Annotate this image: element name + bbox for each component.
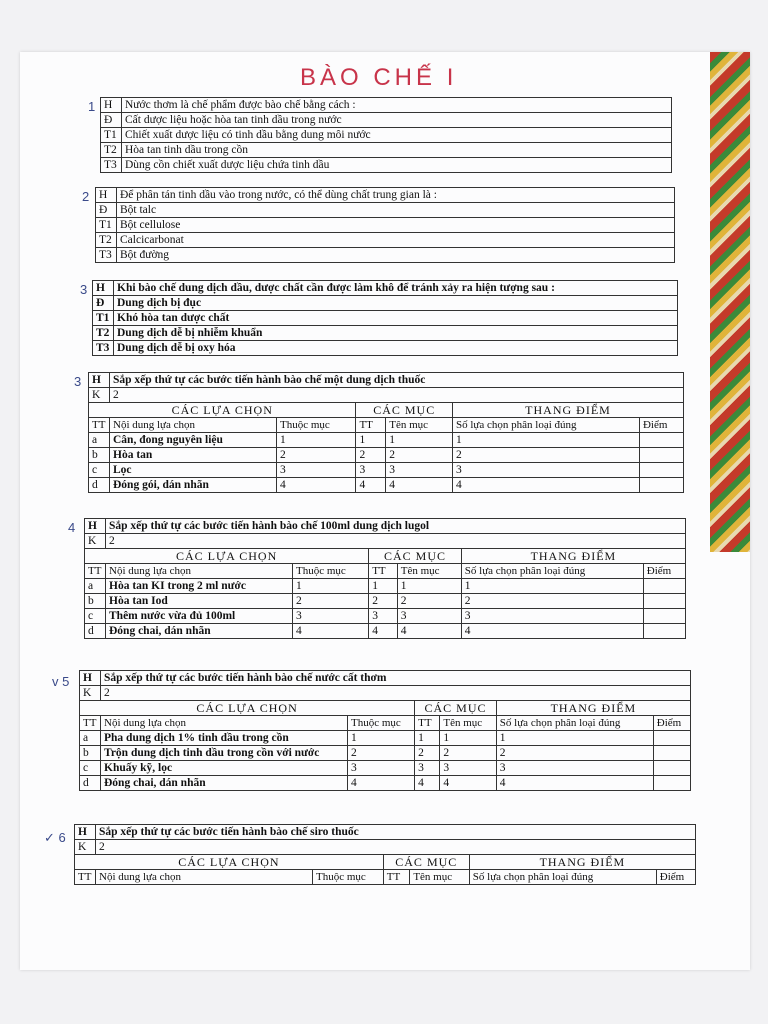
code-cell: T2 bbox=[101, 143, 122, 158]
question-number: 1 bbox=[88, 99, 96, 114]
tt-cell: d bbox=[89, 478, 110, 493]
score-cell bbox=[643, 609, 685, 624]
prompt-cell: Sắp xếp thứ tự các bước tiến hành bào chế 100ml dung dịch lugol bbox=[106, 519, 686, 534]
item-name-header: Tên mục bbox=[440, 716, 496, 731]
content-header: Nội dung lựa chọn bbox=[96, 870, 313, 885]
score-header: Điểm bbox=[639, 418, 683, 433]
content-cell: Đóng chai, dán nhãn bbox=[106, 624, 293, 639]
item-name-cell: 3 bbox=[440, 761, 496, 776]
code-cell: H bbox=[75, 825, 96, 840]
question-number: ✓ 6 bbox=[44, 830, 66, 845]
code-cell: K bbox=[75, 840, 96, 855]
tt-cell: 1 bbox=[356, 433, 386, 448]
belongs-header: Thuộc mục bbox=[313, 870, 384, 885]
background-mat bbox=[710, 52, 750, 552]
tt-cell: 2 bbox=[369, 594, 398, 609]
correct-header: Số lựa chọn phân loại đúng bbox=[496, 716, 653, 731]
code-cell: T1 bbox=[93, 311, 114, 326]
tt-cell: c bbox=[85, 609, 106, 624]
scale-header: THANG ĐIỂM bbox=[496, 701, 690, 716]
correct-header: Số lựa chọn phân loại đúng bbox=[469, 870, 656, 885]
choices-header: CÁC LỰA CHỌN bbox=[85, 549, 369, 564]
content-header: Nội dung lựa chọn bbox=[101, 716, 348, 731]
score-cell bbox=[639, 463, 683, 478]
correct-cell: 4 bbox=[452, 478, 639, 493]
items-header: CÁC MỤC bbox=[383, 855, 469, 870]
correct-cell: 4 bbox=[461, 624, 643, 639]
score-header: Điểm bbox=[653, 716, 690, 731]
content-cell: Lọc bbox=[110, 463, 277, 478]
belongs-cell: 3 bbox=[348, 761, 415, 776]
tt-cell: 3 bbox=[415, 761, 440, 776]
tt-cell: c bbox=[80, 761, 101, 776]
prompt-cell: Sắp xếp thứ tự các bước tiến hành bào chế siro thuốc bbox=[96, 825, 696, 840]
k-value-cell: 2 bbox=[106, 534, 686, 549]
text-cell: Dung dịch dễ bị oxy hóa bbox=[114, 341, 678, 356]
content-cell: Hòa tan bbox=[110, 448, 277, 463]
item-name-cell: 3 bbox=[386, 463, 453, 478]
tt-cell: 3 bbox=[356, 463, 386, 478]
question-4-table bbox=[88, 372, 684, 493]
score-cell bbox=[639, 448, 683, 463]
code-cell: T3 bbox=[93, 341, 114, 356]
k-value-cell: 2 bbox=[101, 686, 691, 701]
question-number: 4 bbox=[68, 520, 76, 535]
tt-header: TT bbox=[75, 870, 96, 885]
items-header: CÁC MỤC bbox=[415, 701, 497, 716]
prompt-cell: Sắp xếp thứ tự các bước tiến hành bào chế một dung dịch thuốc bbox=[110, 373, 684, 388]
score-cell bbox=[639, 433, 683, 448]
tt-cell: 1 bbox=[369, 579, 398, 594]
text-cell: Dùng cồn chiết xuất dược liệu chứa tinh dầu bbox=[122, 158, 672, 173]
text-cell: Calcicarbonat bbox=[117, 233, 675, 248]
text-cell: Hòa tan tinh dầu trong cồn bbox=[122, 143, 672, 158]
tt-cell: d bbox=[85, 624, 106, 639]
question-1-table bbox=[100, 97, 672, 173]
k-value-cell: 2 bbox=[110, 388, 684, 403]
code-cell: H bbox=[96, 188, 117, 203]
item-name-cell: 1 bbox=[386, 433, 453, 448]
tt-header: TT bbox=[356, 418, 386, 433]
tt-header: TT bbox=[369, 564, 398, 579]
tt-header: TT bbox=[89, 418, 110, 433]
correct-cell: 3 bbox=[496, 761, 653, 776]
score-cell bbox=[653, 731, 690, 746]
belongs-cell: 1 bbox=[348, 731, 415, 746]
content-cell: Đóng gói, dán nhãn bbox=[110, 478, 277, 493]
text-cell: Dung dịch dễ bị nhiễm khuẩn bbox=[114, 326, 678, 341]
tt-cell: a bbox=[89, 433, 110, 448]
item-name-cell: 4 bbox=[386, 478, 453, 493]
code-cell: T1 bbox=[101, 128, 122, 143]
scale-header: THANG ĐIỂM bbox=[452, 403, 683, 418]
tt-cell: a bbox=[80, 731, 101, 746]
content-cell: Hòa tan Iod bbox=[106, 594, 293, 609]
tt-cell: a bbox=[85, 579, 106, 594]
score-cell bbox=[639, 478, 683, 493]
content-cell: Khuấy kỹ, lọc bbox=[101, 761, 348, 776]
code-cell: T2 bbox=[93, 326, 114, 341]
correct-cell: 4 bbox=[496, 776, 653, 791]
code-cell: T3 bbox=[101, 158, 122, 173]
correct-cell: 2 bbox=[496, 746, 653, 761]
k-value-cell: 2 bbox=[96, 840, 696, 855]
belongs-cell: 3 bbox=[293, 609, 369, 624]
belongs-cell: 2 bbox=[277, 448, 356, 463]
choices-header: CÁC LỰA CHỌN bbox=[75, 855, 384, 870]
belongs-cell: 4 bbox=[293, 624, 369, 639]
code-cell: H bbox=[89, 373, 110, 388]
item-name-cell: 2 bbox=[440, 746, 496, 761]
text-cell: Dung dịch bị đục bbox=[114, 296, 678, 311]
tt-cell: 2 bbox=[356, 448, 386, 463]
tt-cell: 4 bbox=[356, 478, 386, 493]
correct-cell: 3 bbox=[461, 609, 643, 624]
tt-cell: c bbox=[89, 463, 110, 478]
tt-cell: 4 bbox=[415, 776, 440, 791]
content-cell: Cân, đong nguyên liệu bbox=[110, 433, 277, 448]
tt-cell: 4 bbox=[369, 624, 398, 639]
item-name-cell: 3 bbox=[397, 609, 461, 624]
belongs-header: Thuộc mục bbox=[277, 418, 356, 433]
content-cell: Thêm nước vừa đủ 100ml bbox=[106, 609, 293, 624]
question-6-table bbox=[79, 670, 691, 791]
correct-header: Số lựa chọn phân loại đúng bbox=[452, 418, 639, 433]
question-number: 3 bbox=[80, 282, 88, 297]
choices-header: CÁC LỰA CHỌN bbox=[80, 701, 415, 716]
code-cell: H bbox=[85, 519, 106, 534]
text-cell: Để phân tán tinh dầu vào trong nước, có thể dùng chất trung gian là : bbox=[117, 188, 675, 203]
correct-cell: 2 bbox=[461, 594, 643, 609]
item-name-cell: 2 bbox=[386, 448, 453, 463]
item-name-header: Tên mục bbox=[386, 418, 453, 433]
item-name-header: Tên mục bbox=[397, 564, 461, 579]
question-3-table bbox=[92, 280, 678, 356]
question-5-table bbox=[84, 518, 686, 639]
correct-cell: 1 bbox=[461, 579, 643, 594]
content-cell: Đóng chai, dán nhãn bbox=[101, 776, 348, 791]
tt-header: TT bbox=[85, 564, 106, 579]
belongs-cell: 3 bbox=[277, 463, 356, 478]
code-cell: T3 bbox=[96, 248, 117, 263]
code-cell: Đ bbox=[101, 113, 122, 128]
belongs-header: Thuộc mục bbox=[348, 716, 415, 731]
item-name-header: Tên mục bbox=[410, 870, 469, 885]
score-cell bbox=[643, 579, 685, 594]
item-name-cell: 2 bbox=[397, 594, 461, 609]
content-cell: Hòa tan KI trong 2 ml nước bbox=[106, 579, 293, 594]
text-cell: Nước thơm là chế phẩm được bào chế bằng cách : bbox=[122, 98, 672, 113]
code-cell: T1 bbox=[96, 218, 117, 233]
belongs-cell: 4 bbox=[348, 776, 415, 791]
tt-header: TT bbox=[383, 870, 410, 885]
tt-cell: b bbox=[89, 448, 110, 463]
text-cell: Bột cellulose bbox=[117, 218, 675, 233]
item-name-cell: 4 bbox=[440, 776, 496, 791]
belongs-cell: 1 bbox=[293, 579, 369, 594]
item-name-cell: 1 bbox=[440, 731, 496, 746]
belongs-cell: 1 bbox=[277, 433, 356, 448]
question-7-table bbox=[74, 824, 696, 885]
score-cell bbox=[653, 746, 690, 761]
tt-cell: b bbox=[80, 746, 101, 761]
correct-cell: 3 bbox=[452, 463, 639, 478]
belongs-cell: 2 bbox=[293, 594, 369, 609]
tt-cell: 1 bbox=[415, 731, 440, 746]
question-number: 2 bbox=[82, 189, 90, 204]
score-cell bbox=[643, 594, 685, 609]
question-number: 3 bbox=[74, 374, 82, 389]
tt-header: TT bbox=[415, 716, 440, 731]
code-cell: K bbox=[89, 388, 110, 403]
scale-header: THANG ĐIỂM bbox=[469, 855, 695, 870]
code-cell: K bbox=[85, 534, 106, 549]
items-header: CÁC MỤC bbox=[356, 403, 453, 418]
question-2-table bbox=[95, 187, 675, 263]
choices-header: CÁC LỰA CHỌN bbox=[89, 403, 356, 418]
tt-cell: d bbox=[80, 776, 101, 791]
score-header: Điểm bbox=[656, 870, 695, 885]
text-cell: Khó hòa tan dược chất bbox=[114, 311, 678, 326]
content-cell: Pha dung dịch 1% tinh dầu trong cồn bbox=[101, 731, 348, 746]
correct-cell: 2 bbox=[452, 448, 639, 463]
content-cell: Trộn dung dịch tinh dầu trong cồn với nước bbox=[101, 746, 348, 761]
item-name-cell: 1 bbox=[397, 579, 461, 594]
belongs-cell: 2 bbox=[348, 746, 415, 761]
tt-cell: b bbox=[85, 594, 106, 609]
correct-header: Số lựa chọn phân loại đúng bbox=[461, 564, 643, 579]
prompt-cell: Sắp xếp thứ tự các bước tiến hành bào chế nước cất thơm bbox=[101, 671, 691, 686]
score-header: Điểm bbox=[643, 564, 685, 579]
question-number: v 5 bbox=[52, 674, 70, 689]
text-cell: Cất dược liệu hoặc hòa tan tinh dầu trong nước bbox=[122, 113, 672, 128]
items-header: CÁC MỤC bbox=[369, 549, 462, 564]
scale-header: THANG ĐIỂM bbox=[461, 549, 685, 564]
tt-cell: 3 bbox=[369, 609, 398, 624]
belongs-header: Thuộc mục bbox=[293, 564, 369, 579]
page-title: BÀO CHẾ I bbox=[300, 64, 458, 91]
code-cell: Đ bbox=[96, 203, 117, 218]
item-name-cell: 4 bbox=[397, 624, 461, 639]
content-header: Nội dung lựa chọn bbox=[110, 418, 277, 433]
code-cell: H bbox=[101, 98, 122, 113]
tt-cell: 2 bbox=[415, 746, 440, 761]
score-cell bbox=[643, 624, 685, 639]
score-cell bbox=[653, 761, 690, 776]
text-cell: Bột đường bbox=[117, 248, 675, 263]
belongs-cell: 4 bbox=[277, 478, 356, 493]
code-cell: K bbox=[80, 686, 101, 701]
code-cell: H bbox=[93, 281, 114, 296]
content-header: Nội dung lựa chọn bbox=[106, 564, 293, 579]
text-cell: Chiết xuất dược liệu có tinh dầu bằng dung môi nước bbox=[122, 128, 672, 143]
tt-header: TT bbox=[80, 716, 101, 731]
correct-cell: 1 bbox=[452, 433, 639, 448]
code-cell: H bbox=[80, 671, 101, 686]
correct-cell: 1 bbox=[496, 731, 653, 746]
code-cell: T2 bbox=[96, 233, 117, 248]
code-cell: Đ bbox=[93, 296, 114, 311]
text-cell: Bột talc bbox=[117, 203, 675, 218]
score-cell bbox=[653, 776, 690, 791]
text-cell: Khi bào chế dung dịch dầu, dược chất cần được làm khô để tránh xảy ra hiện tượng sau : bbox=[114, 281, 678, 296]
